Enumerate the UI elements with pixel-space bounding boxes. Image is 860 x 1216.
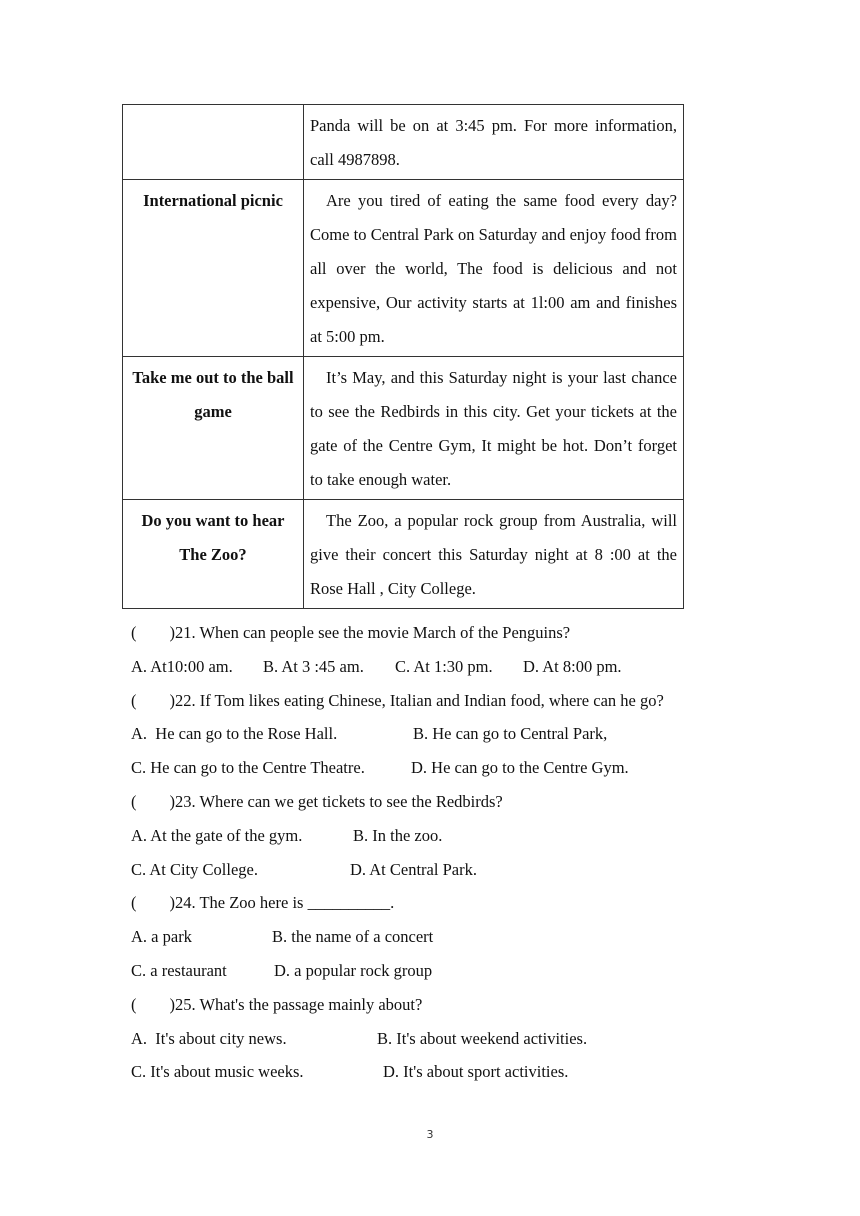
question-21-stem: ( )21. When can people see the movie March of the Penguins? bbox=[131, 623, 571, 642]
row-body: Panda will be on at 3:45 pm. For more information, call 4987898. bbox=[304, 105, 684, 180]
table-row bbox=[123, 105, 684, 180]
question-24-options-b bbox=[131, 954, 731, 988]
row-body: The Zoo, a popular rock group from Australia, will give their concert this Saturday night at 8 :00 at the Rose Hall , City College. bbox=[304, 500, 684, 609]
question-25-stem: ( )25. What's the passage mainly about? bbox=[131, 994, 423, 1014]
option: A. At10:00 am. bbox=[131, 656, 233, 676]
question-22-options-b bbox=[131, 751, 731, 785]
table-row bbox=[123, 500, 684, 609]
option: A. It's about city news. bbox=[131, 1028, 287, 1048]
table-row bbox=[123, 180, 684, 357]
option: A. a park bbox=[131, 927, 192, 947]
question-23-options-a bbox=[131, 819, 731, 853]
table-row bbox=[123, 357, 684, 500]
row-title bbox=[123, 105, 304, 180]
row-body: Are you tired of eating the same food every day? Come to Central Park on Saturday and enjoy food from all over the world, The food is delicious and not expensive, Our activity starts at 1l:00 am and finishes at 5:00 pm. bbox=[304, 180, 684, 357]
question-24-stem: ( )24. The Zoo here is __________. bbox=[131, 893, 395, 913]
row-title: International picnic bbox=[123, 180, 304, 357]
activities-table bbox=[122, 104, 684, 609]
question-21-options bbox=[131, 650, 731, 684]
option: A. At the gate of the gym. bbox=[131, 825, 303, 845]
option: D. He can go to the Centre Gym. bbox=[411, 758, 629, 778]
row-title: Do you want to hear The Zoo? bbox=[123, 500, 304, 609]
option: B. He can go to Central Park, bbox=[413, 724, 608, 744]
option: B. It's about weekend activities. bbox=[377, 1028, 588, 1048]
option: C. It's about music weeks. bbox=[131, 1062, 304, 1082]
option: D. At Central Park. bbox=[350, 859, 477, 879]
page-number: 3 bbox=[426, 1128, 434, 1141]
row-body: It’s May, and this Saturday night is your last chance to see the Redbirds in this city. Get your tickets at the gate of the Centre Gym, It might be hot. Don’t forget to take enough water. bbox=[304, 357, 684, 500]
option: B. At 3 :45 am. bbox=[263, 656, 364, 676]
row-title: Take me out to the ball game bbox=[123, 357, 304, 500]
option: C. At 1:30 pm. bbox=[395, 656, 493, 676]
question-23-stem: ( )23. Where can we get tickets to see the Redbirds? bbox=[131, 791, 503, 811]
option: B. In the zoo. bbox=[353, 825, 443, 845]
option: C. He can go to the Centre Theatre. bbox=[131, 758, 365, 778]
question-22-options-a bbox=[131, 717, 731, 751]
option: D. It's about sport activities. bbox=[383, 1062, 569, 1082]
option: D. At 8:00 pm. bbox=[523, 656, 622, 676]
question-22-stem: ( )22. If Tom likes eating Chinese, Italian and Indian food, where can he go? bbox=[131, 690, 664, 710]
question-24-options-a bbox=[131, 920, 731, 954]
option: C. At City College. bbox=[131, 859, 258, 879]
option: D. a popular rock group bbox=[274, 960, 433, 980]
question-23-options-b bbox=[131, 853, 731, 887]
question-25-options-b bbox=[131, 1055, 731, 1089]
option: B. the name of a concert bbox=[272, 927, 434, 947]
option: C. a restaurant bbox=[131, 960, 227, 980]
question-25-options-a bbox=[131, 1022, 731, 1056]
option: A. He can go to the Rose Hall. bbox=[131, 724, 338, 744]
question-list bbox=[131, 616, 731, 1089]
